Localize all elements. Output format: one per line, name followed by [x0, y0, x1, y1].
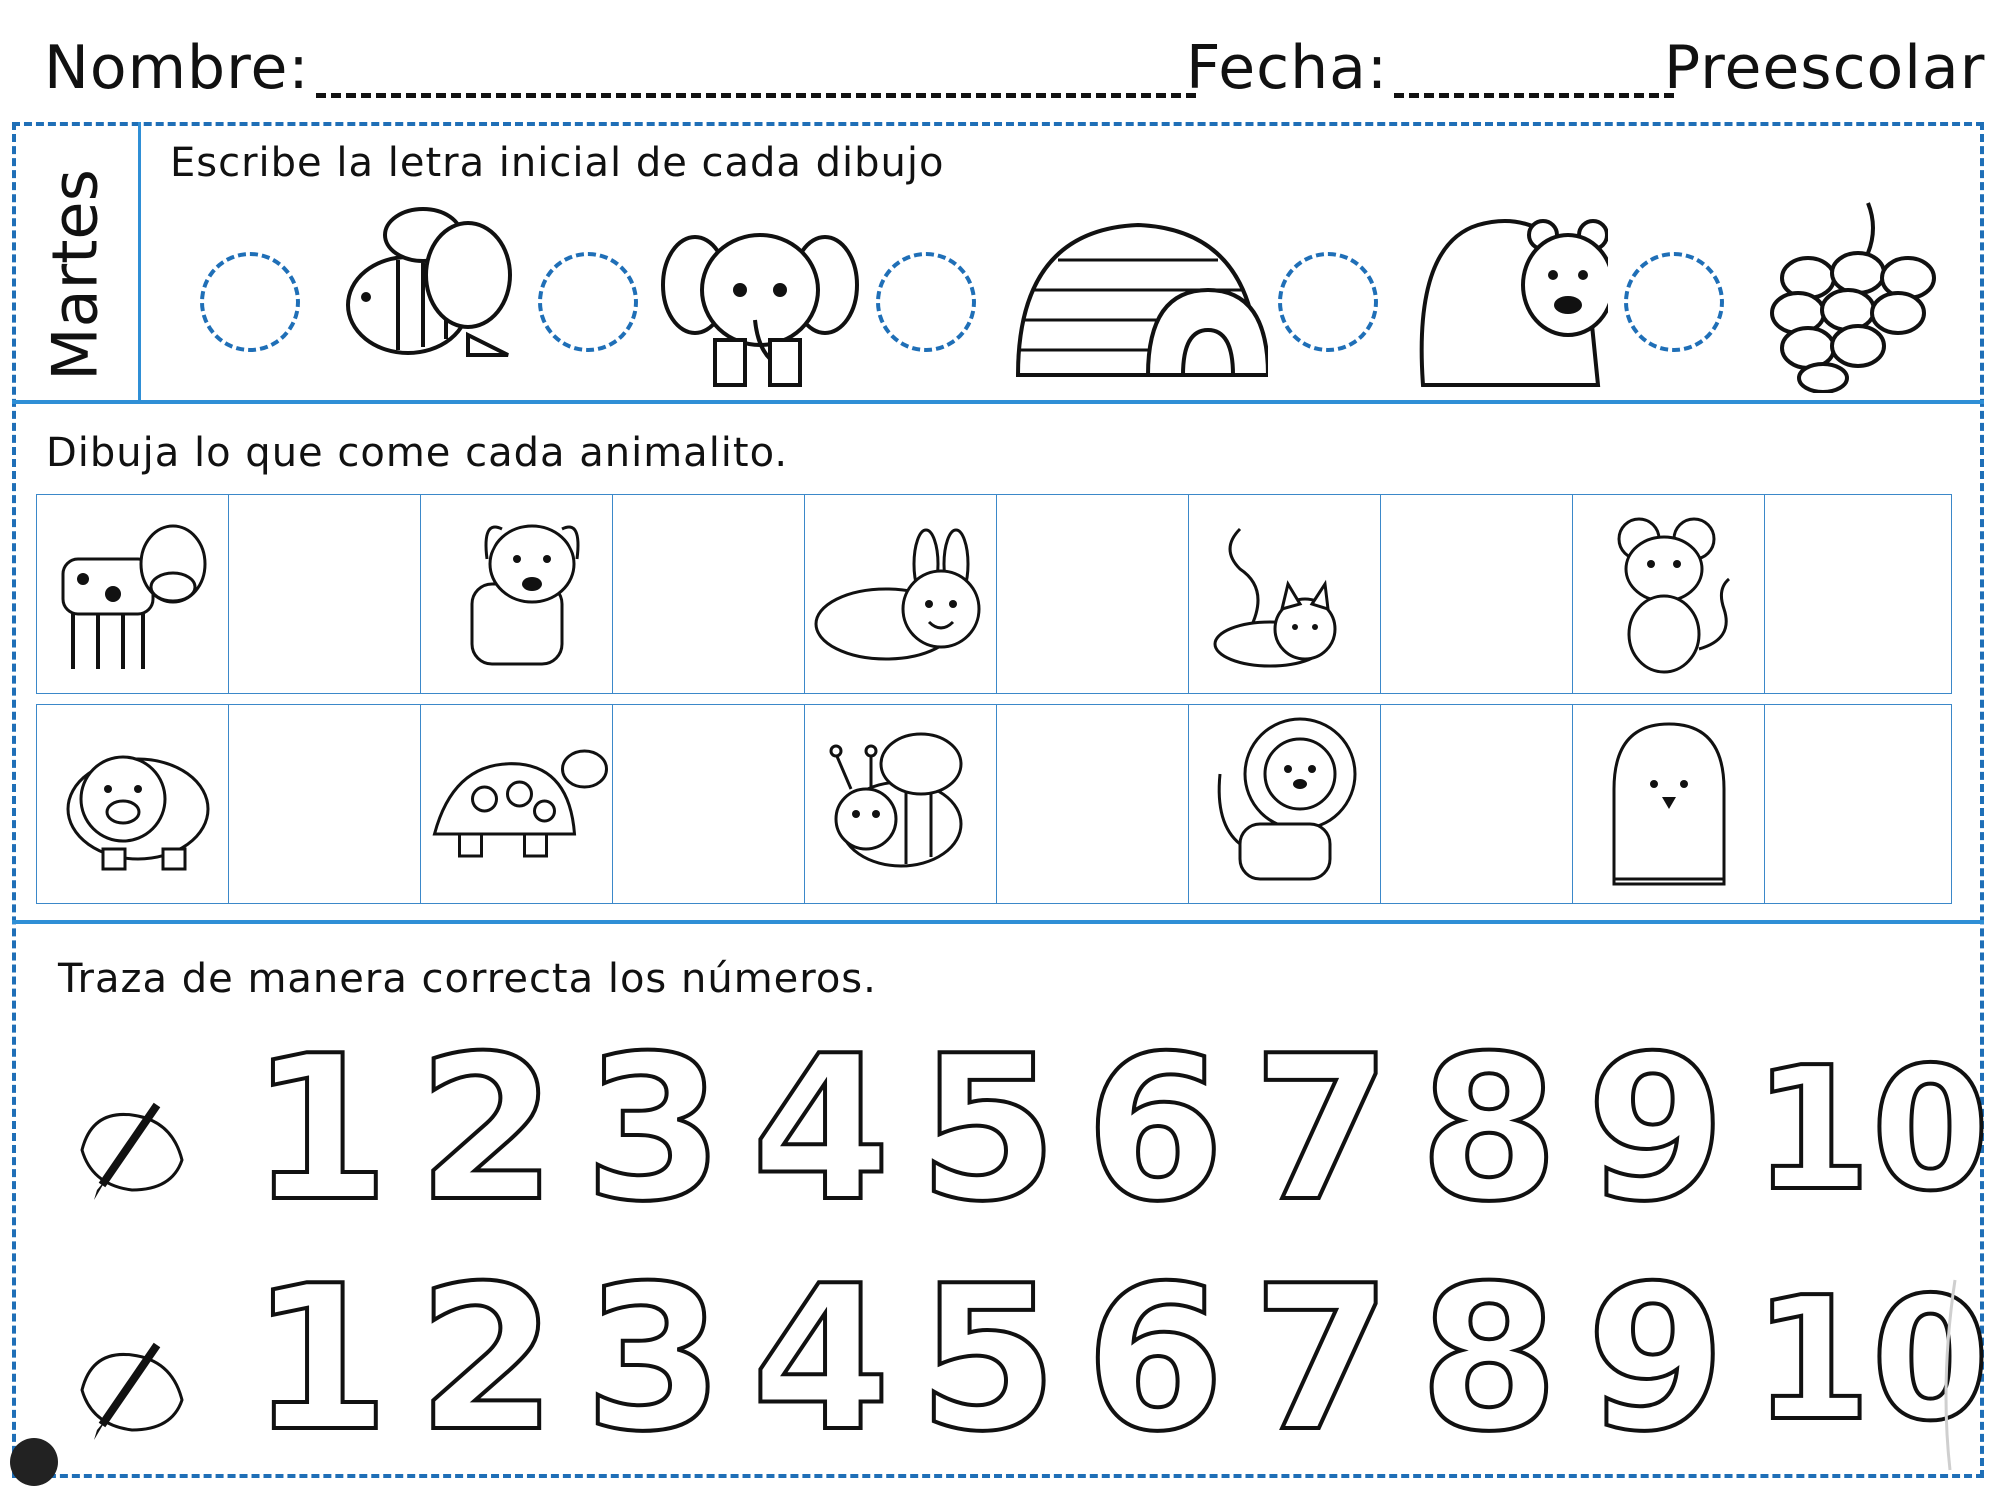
igloo-icon: [1008, 210, 1268, 380]
trace-number-2-b[interactable]: 2: [417, 1243, 557, 1476]
trace-number-1-b[interactable]: 1: [250, 1243, 390, 1476]
trace-number-6[interactable]: 6: [1085, 1013, 1225, 1246]
animal-cell-bee: [805, 705, 997, 903]
answer-circle-1[interactable]: [200, 252, 300, 352]
rabbit-icon: [811, 524, 991, 664]
day-divider: [138, 122, 141, 402]
dog-icon: [442, 509, 592, 679]
trace-number-2[interactable]: 2: [417, 1013, 557, 1246]
name-field: [44, 33, 1196, 103]
day-label-box: [30, 160, 120, 390]
date-label: Fecha:: [1186, 33, 1389, 103]
animal-cell-lion: [1189, 705, 1381, 903]
animal-cell-turtle: [421, 705, 613, 903]
animal-row-2: [36, 704, 1952, 904]
draw-cell-9[interactable]: [1381, 705, 1573, 903]
section1-instruction: Escribe la letra inicial de cada dibujo: [170, 140, 945, 186]
trace-number-4-b[interactable]: 4: [751, 1243, 891, 1476]
answer-circle-3[interactable]: [876, 252, 976, 352]
trace-number-1[interactable]: 1: [250, 1013, 390, 1246]
animal-row-1: [36, 494, 1952, 694]
cow-icon: [43, 509, 223, 679]
bee-small-icon: [811, 729, 991, 879]
animal-cell-penguin: [1573, 705, 1765, 903]
bear-icon: [1408, 205, 1608, 390]
answer-circle-2[interactable]: [538, 252, 638, 352]
draw-cell-6[interactable]: [229, 705, 421, 903]
trace-number-10[interactable]: 10: [1753, 1031, 1990, 1229]
bee-icon: [328, 205, 518, 365]
day-label: Martes: [38, 169, 112, 381]
trace-number-6-b[interactable]: 6: [1085, 1243, 1225, 1476]
draw-cell-4[interactable]: [1381, 495, 1573, 693]
trace-number-7[interactable]: 7: [1252, 1013, 1392, 1246]
trace-number-8[interactable]: 8: [1419, 1013, 1559, 1246]
trace-number-7-b[interactable]: 7: [1252, 1243, 1392, 1476]
trace-number-5-b[interactable]: 5: [918, 1243, 1058, 1476]
pencil-hand-icon: [72, 1090, 192, 1200]
draw-cell-10[interactable]: [1765, 705, 1953, 903]
signature-watermark: [1930, 1260, 1970, 1480]
cat-icon: [1200, 509, 1370, 679]
elephant-icon: [660, 220, 860, 395]
trace-number-8-b[interactable]: 8: [1419, 1243, 1559, 1476]
animal-cell-mouse: [1573, 495, 1765, 693]
draw-cell-8[interactable]: [997, 705, 1189, 903]
section-divider-1: [12, 400, 1984, 404]
trace-number-9-b[interactable]: 9: [1586, 1243, 1726, 1476]
mouse-icon: [1599, 509, 1739, 679]
brand-logo: [10, 1438, 58, 1486]
date-field: [1186, 33, 1674, 103]
trace-number-10-b[interactable]: 10: [1753, 1261, 1990, 1459]
animal-cell-rabbit: [805, 495, 997, 693]
trace-number-4[interactable]: 4: [751, 1013, 891, 1246]
grapes-icon: [1768, 198, 1948, 393]
section2-instruction: Dibuja lo que come cada animalito.: [46, 430, 789, 476]
trace-number-9[interactable]: 9: [1586, 1013, 1726, 1246]
lion-icon: [1200, 714, 1370, 894]
animal-cell-cow: [37, 495, 229, 693]
date-blank[interactable]: [1394, 93, 1674, 98]
section-divider-2: [12, 920, 1984, 924]
penguin-icon: [1604, 719, 1734, 889]
answer-circle-4[interactable]: [1278, 252, 1378, 352]
turtle-icon: [424, 739, 609, 869]
draw-cell-3[interactable]: [997, 495, 1189, 693]
draw-cell-2[interactable]: [613, 495, 805, 693]
pig-icon: [43, 734, 223, 874]
trace-number-3-b[interactable]: 3: [584, 1243, 724, 1476]
level-label: Preescolar: [1664, 33, 1986, 103]
name-label: Nombre:: [44, 33, 310, 103]
section3-instruction: Traza de manera correcta los números.: [58, 956, 877, 1002]
animal-cell-cat: [1189, 495, 1381, 693]
draw-cell-5[interactable]: [1765, 495, 1953, 693]
animal-cell-dog: [421, 495, 613, 693]
answer-circle-5[interactable]: [1624, 252, 1724, 352]
trace-number-3[interactable]: 3: [584, 1013, 724, 1246]
animal-cell-pig: [37, 705, 229, 903]
trace-number-5[interactable]: 5: [918, 1013, 1058, 1246]
draw-cell-7[interactable]: [613, 705, 805, 903]
pencil-hand-icon-2: [72, 1330, 192, 1440]
draw-cell-1[interactable]: [229, 495, 421, 693]
name-blank[interactable]: [316, 93, 1196, 98]
